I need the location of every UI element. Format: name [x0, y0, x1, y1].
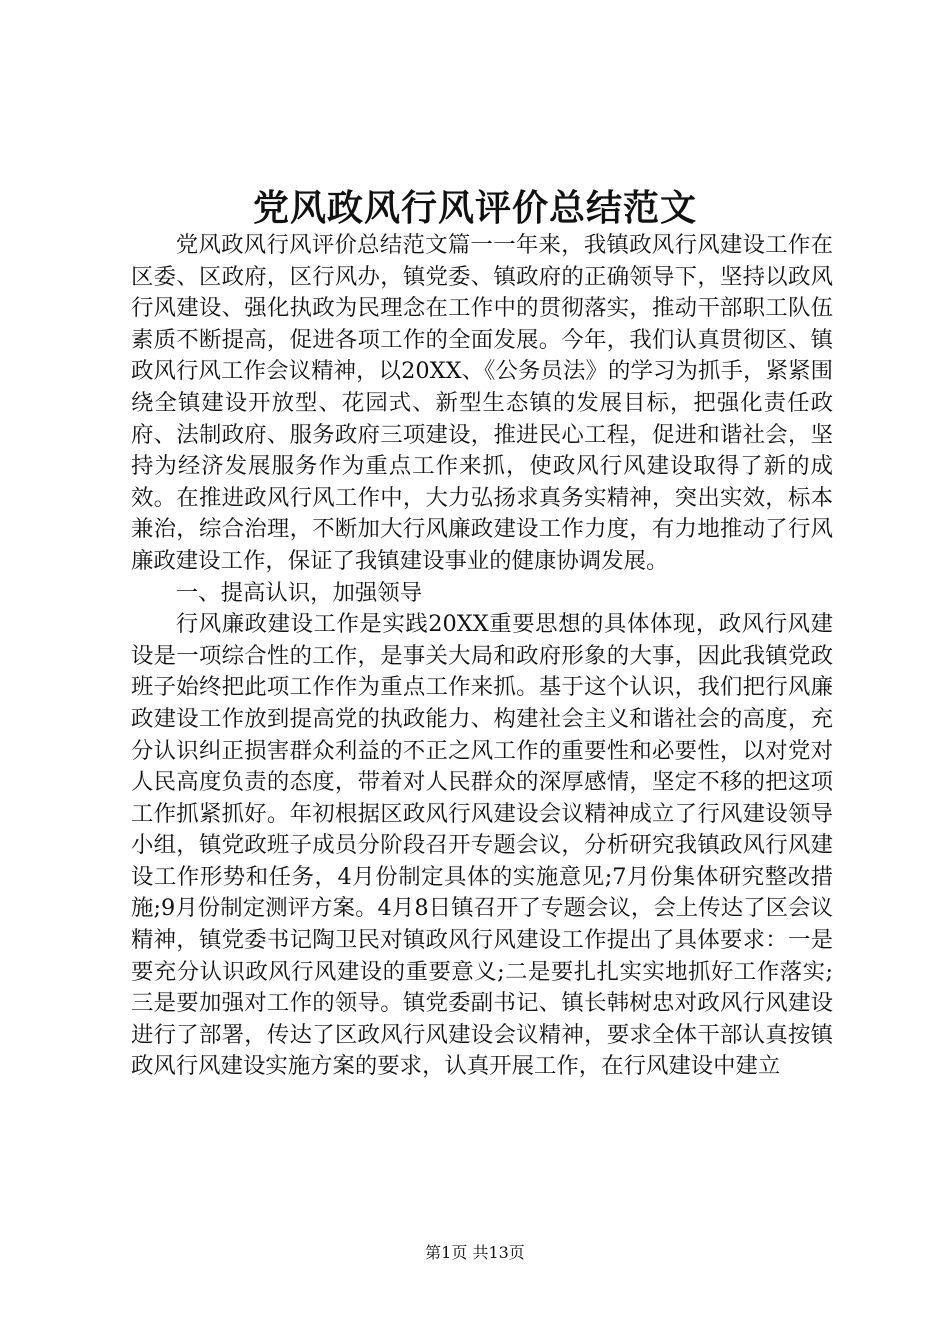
page-footer: 第1页 共13页 [425, 1243, 525, 1262]
document-title: 党风政风行风评价总结范文 [252, 187, 697, 229]
paragraph-intro: 党风政风行风评价总结范文篇一一年来，我镇政风行风建设工作在区委、区政府，区行风办，镇党委、镇政府的正确领导下，坚持以政风行风建设、强化执政为民理念在工作中的贯彻落实，推动干部职工队伍素质不断提高，促进各项工作的全面发展。今年，我们认真贯彻区、镇政风行风工作会议精神，以20XX、《公务员法》的学习为抓手，紧紧围绕全镇建设开放型、花园式、新型生态镇的发展目标，把强化责任政府、法制政府、服务政府三项建设，推进民心工程，促进和谐社会，坚持为经济发展服务作为重点工作来抓，使政风行风建设取得了新的成效。在推进政风行风工作中，大力弘扬求真务实精神，突出实效，标本兼治，综合治理，不断加大行风廉政建设工作力度，有力地推动了行风廉政建设工作，保证了我镇建设事业的健康协调发展。 [131, 232, 833, 574]
document-body [131, 230, 833, 1083]
paragraph-section-one: 行风廉政建设工作是实践20XX重要思想的具体体现，政风行风建设是一项综合性的工作，是事关大局和政府形象的大事，因此我镇党政班子始终把此项工作作为重点工作来抓。基于这个认识，我们把行风廉政建设工作放到提高党的执政能力、构建社会主义和谐社会的高度，充分认识纠正损害群众利益的不正之风工作的重要性和必要性，以对党对人民高度负责的态度，带着对人民群众的深厚感情，坚定不移的把这项工作抓紧抓好。年初根据区政风行风建设会议精神成立了行风建设领导小组，镇党政班子成员分阶段召开专题会议，分析研究我镇政风行风建设工作形势和任务，4月份制定具体的实施意见;7月份集体研究整改措施;9月份制定测评方案。4月8日镇召开了专题会议，会上传达了区会议精神，镇党委书记陶卫民对镇政风行风建设工作提出了具体要求：一是要充分认识政风行风建设的重要意义;二是要扎扎实实地抓好工作落实;三是要加强对工作的领导。镇党委副书记、镇长韩树忠对政风行风建设进行了部署，传达了区政风行风建设会议精神，要求全体干部认真按镇政风行风建设实施方案的要求，认真开展工作，在行风建设中建立 [131, 611, 833, 1080]
section-heading: 一、提高认识，加强领导 [175, 579, 423, 606]
